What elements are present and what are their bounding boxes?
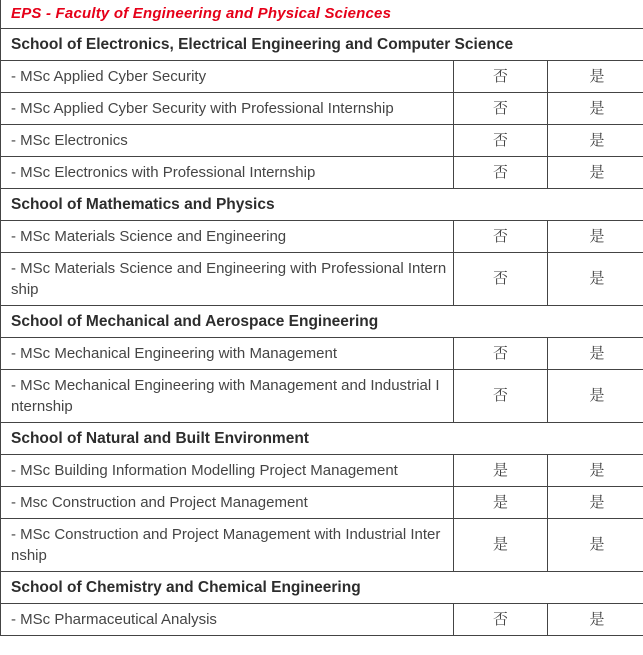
course-name: - MSc Applied Cyber Security (1, 60, 454, 92)
table-row-section (1, 188, 643, 220)
course-name: - Msc Construction and Project Management (1, 486, 454, 518)
course-flag-2: 是 (548, 92, 643, 124)
course-flag-2: 是 (548, 156, 643, 188)
table-row-section (1, 28, 643, 60)
table-row-section (1, 422, 643, 454)
course-flag-1: 否 (454, 156, 548, 188)
table-row (1, 124, 643, 156)
course-flag-1: 是 (454, 454, 548, 486)
course-flag-1: 否 (454, 92, 548, 124)
course-flag-1: 是 (454, 486, 548, 518)
table-row-faculty (1, 0, 643, 28)
table-row (1, 220, 643, 252)
table-row (1, 337, 643, 369)
course-name: - MSc Building Information Modelling Project Management (1, 454, 454, 486)
table-row (1, 369, 643, 422)
course-name: - MSc Pharmaceutical Analysis (1, 603, 454, 635)
table-row (1, 603, 643, 635)
course-flag-1: 否 (454, 337, 548, 369)
course-name: - MSc Mechanical Engineering with Management (1, 337, 454, 369)
course-flag-2: 是 (548, 454, 643, 486)
course-flag-1: 是 (454, 518, 548, 571)
course-name: - MSc Electronics with Professional Internship (1, 156, 454, 188)
course-flag-2: 是 (548, 603, 643, 635)
course-flag-2: 是 (548, 369, 643, 422)
course-flag-2: 是 (548, 252, 643, 305)
course-name: - MSc Electronics (1, 124, 454, 156)
table-row (1, 60, 643, 92)
section-header: School of Mechanical and Aerospace Engineering (1, 305, 643, 337)
table-row (1, 156, 643, 188)
table-row-section (1, 305, 643, 337)
course-flag-1: 否 (454, 369, 548, 422)
course-flag-1: 否 (454, 220, 548, 252)
table-row (1, 252, 643, 305)
course-flag-1: 否 (454, 60, 548, 92)
course-flag-1: 否 (454, 252, 548, 305)
course-flag-2: 是 (548, 486, 643, 518)
table-row (1, 486, 643, 518)
section-header: School of Mathematics and Physics (1, 188, 643, 220)
course-flag-2: 是 (548, 337, 643, 369)
section-header: School of Chemistry and Chemical Engineering (1, 571, 643, 603)
course-name: - MSc Construction and Project Management with Industrial Internship (1, 518, 454, 571)
section-header: School of Electronics, Electrical Engineering and Computer Science (1, 28, 643, 60)
table-row (1, 92, 643, 124)
course-flag-2: 是 (548, 220, 643, 252)
table-row (1, 518, 643, 571)
section-header: School of Natural and Built Environment (1, 422, 643, 454)
course-name: - MSc Applied Cyber Security with Professional Internship (1, 92, 454, 124)
course-flag-1: 否 (454, 124, 548, 156)
course-name: - MSc Materials Science and Engineering with Professional Internship (1, 252, 454, 305)
faculty-title: EPS - Faculty of Engineering and Physical Sciences (11, 5, 392, 23)
course-name: - MSc Materials Science and Engineering (1, 220, 454, 252)
table-row-section (1, 571, 643, 603)
course-flag-2: 是 (548, 124, 643, 156)
course-flag-2: 是 (548, 518, 643, 571)
course-flag-1: 否 (454, 603, 548, 635)
course-name: - MSc Mechanical Engineering with Management and Industrial Internship (1, 369, 454, 422)
table-row (1, 454, 643, 486)
course-flag-2: 是 (548, 60, 643, 92)
